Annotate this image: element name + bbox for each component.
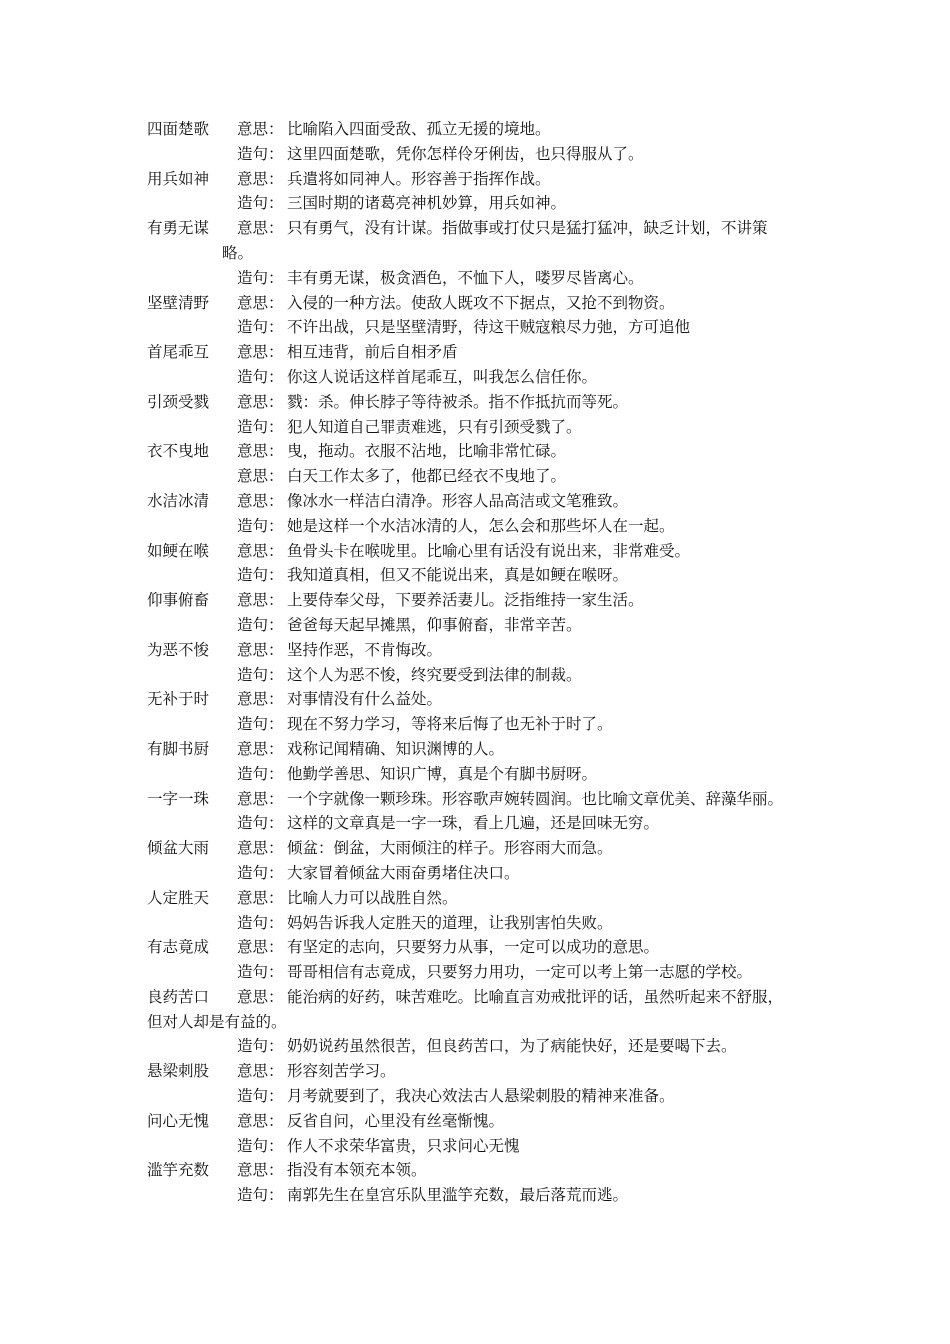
line-label: 造句： xyxy=(237,367,284,386)
idiom-line xyxy=(147,340,817,365)
line-label: 意思： xyxy=(237,392,284,411)
line-text-continuation: 但对人却是有益的。 xyxy=(147,1012,287,1031)
line-label: 意思： xyxy=(237,591,284,610)
line-label: 意思： xyxy=(237,1161,284,1180)
line-text: 南郭先生在皇宫乐队里滥竽充数，最后落荒而逃。 xyxy=(287,1186,629,1205)
line-text: 一个字就像一颗珍珠。形容歌声婉转圆润。也比喻文章优美、辞藻华丽。 xyxy=(287,789,784,808)
idiom-line xyxy=(147,291,817,316)
idiom-line xyxy=(147,1059,817,1084)
line-label: 造句： xyxy=(237,516,284,535)
idiom-line xyxy=(147,415,817,440)
idiom-line xyxy=(147,191,817,216)
line-text: 犯人知道自己罪责难逃，只有引颈受戮了。 xyxy=(287,417,582,436)
idiom-line xyxy=(147,663,817,688)
line-label: 意思： xyxy=(237,120,284,138)
idiom-line xyxy=(147,787,817,812)
idiom-term: 四面楚歌 xyxy=(147,120,210,138)
line-text: 这个人为恶不悛，终究要受到法律的制裁。 xyxy=(287,665,582,684)
line-label: 造句： xyxy=(237,268,284,287)
line-label: 造句： xyxy=(237,615,284,634)
idiom-term: 人定胜天 xyxy=(147,888,210,907)
line-text: 反省自问，心里没有丝毫惭愧。 xyxy=(287,1111,505,1130)
line-text: 入侵的一种方法。使敌人既攻不下据点，又抢不到物资。 xyxy=(287,293,675,312)
line-text: 现在不努力学习，等将来后悔了也无补于时了。 xyxy=(287,715,613,734)
idiom-term: 引颈受戮 xyxy=(147,392,210,411)
line-text: 对事情没有什么益处。 xyxy=(287,690,443,709)
line-text: 大家冒着倾盆大雨奋勇堵住决口。 xyxy=(287,863,520,882)
line-text: 哥哥相信有志竟成，只要努力用功，一定可以考上第一志愿的学校。 xyxy=(287,963,753,982)
idiom-line xyxy=(147,167,817,192)
idiom-line xyxy=(147,1183,817,1208)
idiom-line xyxy=(147,539,817,564)
line-label: 造句： xyxy=(237,417,284,436)
line-text: 像冰水一样洁白清净。形容人品高洁或文笔雅致。 xyxy=(287,491,629,510)
idiom-term: 一字一珠 xyxy=(147,789,210,808)
line-text: 相互违背，前后自相矛盾 xyxy=(287,343,458,362)
idiom-term: 如鲠在喉 xyxy=(147,541,210,560)
line-label: 意思： xyxy=(237,343,284,362)
line-label: 造句： xyxy=(237,1037,284,1056)
idiom-line xyxy=(147,365,817,390)
idiom-line xyxy=(147,315,817,340)
line-text: 妈妈告诉我人定胜天的道理，让我别害怕失败。 xyxy=(287,913,613,932)
line-text: 曳，拖动。衣服不沾地，比喻非常忙碌。 xyxy=(287,442,567,461)
line-text: 形容刻苦学习。 xyxy=(287,1062,396,1081)
line-label: 造句： xyxy=(237,665,284,684)
line-label: 意思： xyxy=(237,690,284,709)
line-text: 倾盆：倒盆，大雨倾注的样子。形容雨大而急。 xyxy=(287,839,613,858)
idiom-term: 问心无愧 xyxy=(147,1111,210,1130)
line-text: 白天工作太多了，他都已经衣不曳地了。 xyxy=(287,467,567,486)
line-label: 意思： xyxy=(237,491,284,510)
line-label: 造句： xyxy=(237,1087,284,1106)
idiom-term: 首尾乖互 xyxy=(147,343,210,362)
line-label: 意思： xyxy=(237,789,284,808)
line-text: 坚持作恶，不肯悔改。 xyxy=(287,640,443,659)
idiom-line xyxy=(147,1158,817,1183)
line-text: 指没有本领充本领。 xyxy=(287,1161,427,1180)
line-text: 上要侍奉父母，下要养活妻儿。泛指维持一家生活。 xyxy=(287,591,644,610)
line-label: 意思： xyxy=(237,888,284,907)
idiom-term: 有脚书厨 xyxy=(147,739,210,758)
idiom-line xyxy=(147,216,817,241)
line-text: 奶奶说药虽然很苦，但良药苦口，为了病能快好，还是要喝下去。 xyxy=(287,1037,737,1056)
line-text: 鱼骨头卡在喉咙里。比喻心里有话没有说出来，非常难受。 xyxy=(287,541,691,560)
line-text: 丰有勇无谋，极贪酒色，不恤下人，喽罗尽皆离心。 xyxy=(287,268,644,287)
line-text: 月考就要到了，我决心效法古人悬梁刺股的精神来准备。 xyxy=(287,1087,675,1106)
line-text: 不许出战，只是坚壁清野，待这干贼寇粮尽力弛，方可追他 xyxy=(287,318,691,337)
idiom-line xyxy=(147,1084,817,1109)
line-text: 他勤学善思、知识广博，真是个有脚书厨呀。 xyxy=(287,764,598,783)
idiom-line-continuation xyxy=(147,1010,817,1035)
line-text: 作人不求荣华富贵，只求问心无愧 xyxy=(287,1136,520,1155)
idiom-line xyxy=(147,464,817,489)
line-text: 她是这样一个水洁冰清的人，怎么会和那些坏人在一起。 xyxy=(287,516,675,535)
idiom-term: 仰事俯畜 xyxy=(147,591,210,610)
line-text: 比喻人力可以战胜自然。 xyxy=(287,888,458,907)
idiom-line xyxy=(147,935,817,960)
line-label: 造句： xyxy=(237,1186,284,1205)
line-label: 造句： xyxy=(237,913,284,932)
line-label: 意思： xyxy=(237,1111,284,1130)
line-label: 造句： xyxy=(237,144,284,163)
idiom-line xyxy=(147,390,817,415)
idiom-line xyxy=(147,712,817,737)
line-label: 意思： xyxy=(237,219,284,238)
idiom-line xyxy=(147,737,817,762)
line-label: 造句： xyxy=(237,318,284,337)
line-text: 戏称记闻精确、知识渊博的人。 xyxy=(287,739,505,758)
idiom-line xyxy=(147,588,817,613)
idiom-line xyxy=(147,762,817,787)
idiom-line xyxy=(147,439,817,464)
line-label: 造句： xyxy=(237,814,284,833)
idiom-line xyxy=(147,811,817,836)
idiom-term: 有志竟成 xyxy=(147,938,210,957)
line-text: 爸爸每天起早摊黑，仰事俯畜，非常辛苦。 xyxy=(287,615,582,634)
idiom-line xyxy=(147,117,817,142)
idiom-list xyxy=(147,117,817,1208)
line-text: 你这人说话这样首尾乖互，叫我怎么信任你。 xyxy=(287,367,598,386)
line-label: 意思： xyxy=(237,1062,284,1081)
idiom-term: 无补于时 xyxy=(147,690,210,709)
idiom-term: 坚壁清野 xyxy=(147,293,210,312)
idiom-line-continuation xyxy=(147,241,817,266)
idiom-line xyxy=(147,266,817,291)
idiom-line xyxy=(147,142,817,167)
line-label: 意思： xyxy=(237,293,284,312)
idiom-line xyxy=(147,613,817,638)
line-label: 意思： xyxy=(237,442,284,461)
line-text: 兵遣将如同神人。形容善于指挥作战。 xyxy=(287,169,551,188)
line-text: 能治病的好药，味苦难吃。比喻直言劝戒批评的话，虽然听起来不舒服， xyxy=(287,987,784,1006)
line-label: 造句： xyxy=(237,764,284,783)
idiom-line xyxy=(147,514,817,539)
idiom-line xyxy=(147,1109,817,1134)
idiom-line xyxy=(147,861,817,886)
line-text: 只有勇气，没有计谋。指做事或打仗只是猛打猛冲，缺乏计划，不讲策 xyxy=(287,219,768,238)
line-label: 意思： xyxy=(237,739,284,758)
idiom-line xyxy=(147,687,817,712)
line-label: 意思： xyxy=(237,987,284,1006)
idiom-term: 滥竽充数 xyxy=(147,1161,210,1180)
idiom-line xyxy=(147,563,817,588)
idiom-term: 倾盆大雨 xyxy=(147,839,210,858)
idiom-term: 衣不曳地 xyxy=(147,442,210,461)
idiom-term: 为恶不悛 xyxy=(147,640,210,659)
line-label: 意思： xyxy=(237,938,284,957)
idiom-term: 良药苦口 xyxy=(147,987,210,1006)
line-text-continuation: 略。 xyxy=(222,243,254,262)
line-text: 这里四面楚歌，凭你怎样伶牙俐齿，也只得服从了。 xyxy=(287,144,644,163)
idiom-line xyxy=(147,886,817,911)
idiom-line xyxy=(147,489,817,514)
line-text: 三国时期的诸葛亮神机妙算，用兵如神。 xyxy=(287,194,567,213)
idiom-term: 用兵如神 xyxy=(147,169,210,188)
idiom-line xyxy=(147,1134,817,1159)
line-label: 意思： xyxy=(237,839,284,858)
line-text: 比喻陷入四面受敌、孤立无援的境地。 xyxy=(287,120,551,138)
line-label: 造句： xyxy=(237,863,284,882)
idiom-line xyxy=(147,836,817,861)
idiom-line xyxy=(147,960,817,985)
line-label: 意思： xyxy=(237,640,284,659)
line-text: 有坚定的志向，只要努力从事，一定可以成功的意思。 xyxy=(287,938,660,957)
line-label: 意思： xyxy=(237,467,284,486)
line-label: 造句： xyxy=(237,1136,284,1155)
line-text: 我知道真相，但又不能说出来，真是如鲠在喉呀。 xyxy=(287,566,629,585)
idiom-line xyxy=(147,911,817,936)
idiom-term: 水洁冰清 xyxy=(147,491,210,510)
line-text: 这样的文章真是一字一珠，看上几遍，还是回味无穷。 xyxy=(287,814,660,833)
idiom-term: 有勇无谋 xyxy=(147,219,210,238)
idiom-line xyxy=(147,985,817,1010)
line-label: 造句： xyxy=(237,963,284,982)
line-label: 意思： xyxy=(237,541,284,560)
line-label: 造句： xyxy=(237,715,284,734)
line-label: 意思： xyxy=(237,169,284,188)
idiom-line xyxy=(147,638,817,663)
idiom-term: 悬梁刺股 xyxy=(147,1062,210,1081)
line-label: 造句： xyxy=(237,566,284,585)
line-text: 戮：杀。伸长脖子等待被杀。指不作抵抗而等死。 xyxy=(287,392,629,411)
line-label: 造句： xyxy=(237,194,284,213)
idiom-line xyxy=(147,1034,817,1059)
